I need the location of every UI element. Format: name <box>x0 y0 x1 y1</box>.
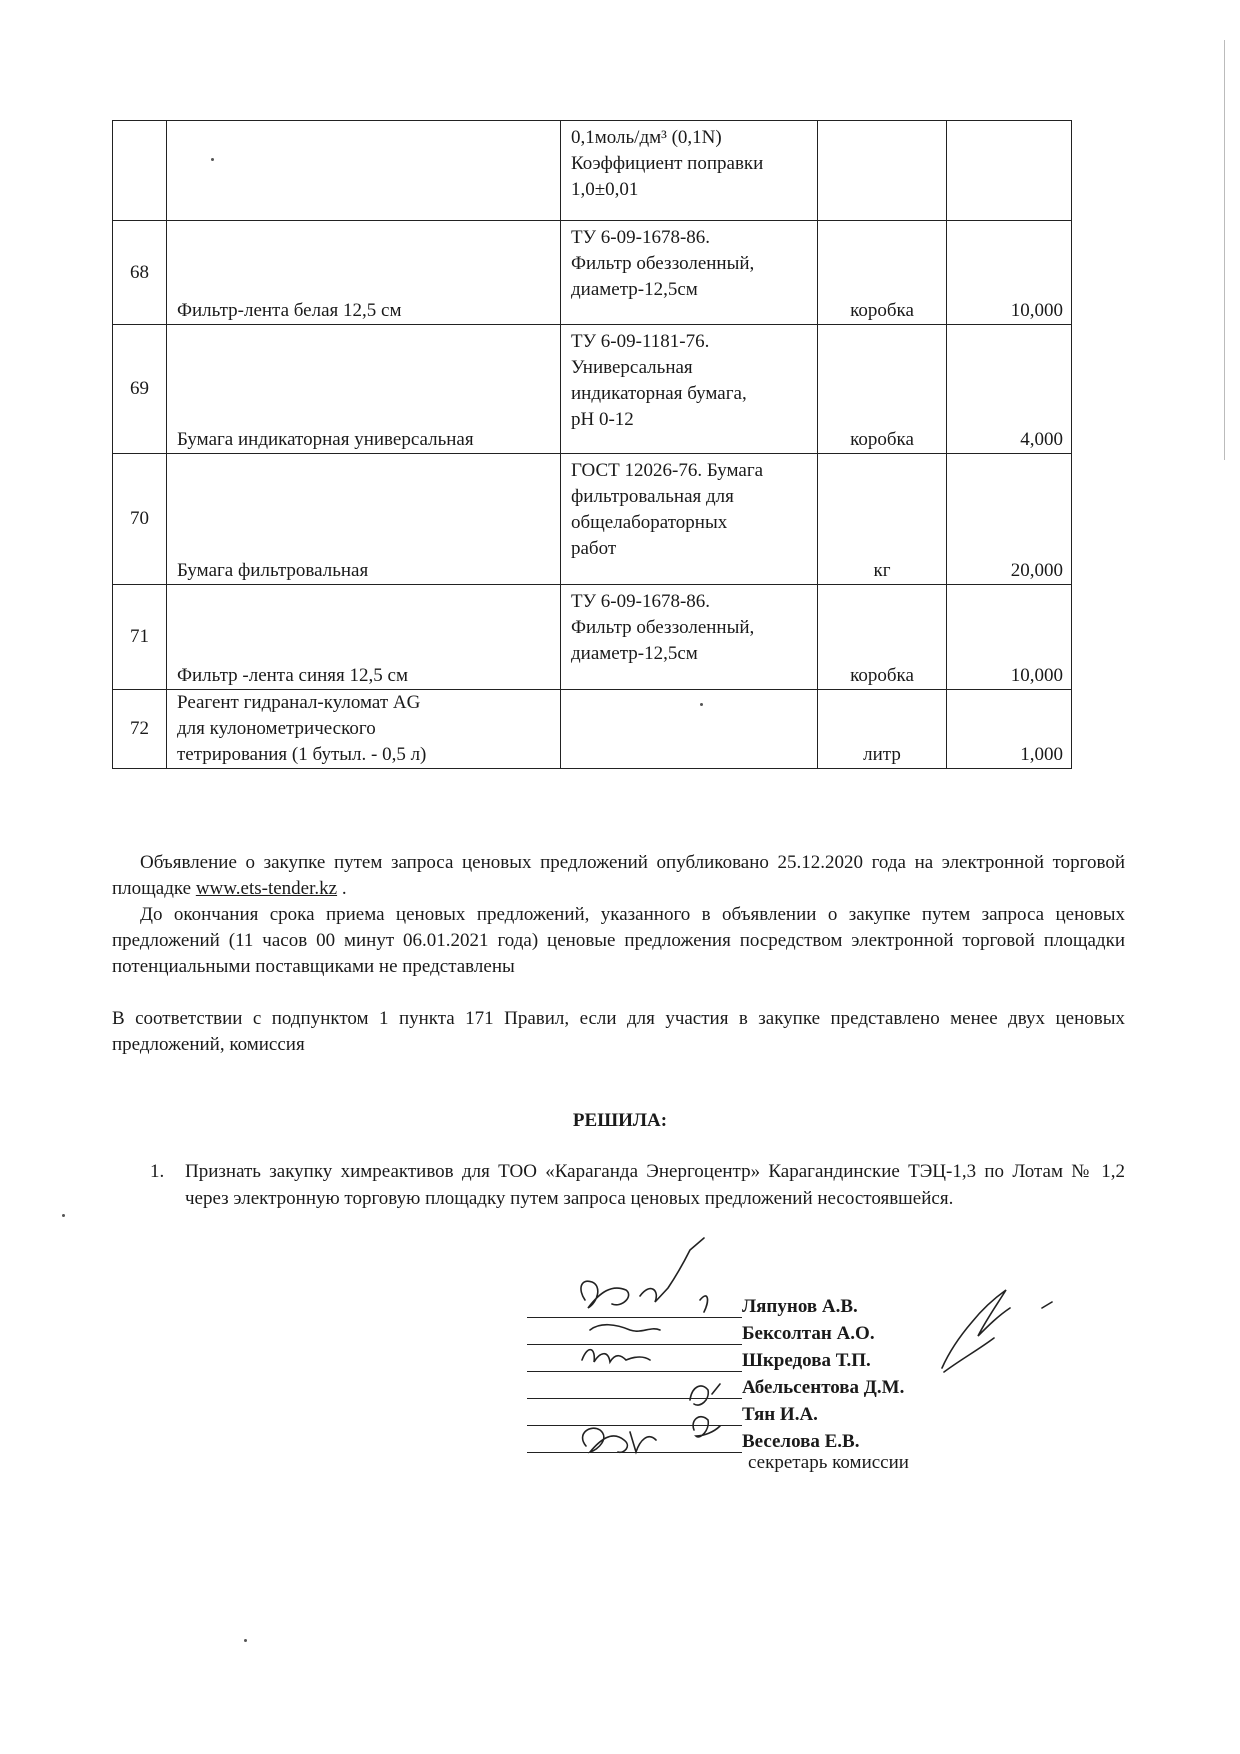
row-number-cell: 71 <box>113 585 167 690</box>
item-quantity: 10,000 <box>1010 300 1063 321</box>
signatory-name-6: Веселова Е.В. <box>742 1431 860 1452</box>
item-spec-line: 1,0±0,01 <box>571 179 639 200</box>
item-unit: литр <box>863 744 901 765</box>
item-name: Фильтр-лента белая 12,5 см <box>177 300 402 321</box>
item-spec-line: ТУ 6-09-1678-86. <box>571 591 711 612</box>
row-number-cell: 72 <box>113 690 167 769</box>
item-spec-line: Коэффициент поправки <box>571 153 764 174</box>
item-quantity: 20,000 <box>1010 560 1063 581</box>
signatory-name-1: Ляпунов А.В. <box>742 1296 858 1317</box>
item-unit: коробка <box>850 429 914 450</box>
item-spec-line: индикаторная бумага, <box>571 383 747 404</box>
item-spec-line: ТУ 6-09-1181-76. <box>571 331 710 352</box>
decision-item-number: 1. <box>150 1161 165 1182</box>
item-name: Бумага фильтровальная <box>177 560 369 581</box>
signature-scribble-3 <box>582 1350 650 1362</box>
row-number-cell: 70 <box>113 454 167 585</box>
secretary-role: секретарь комиссии <box>748 1452 909 1473</box>
announcement-text: Объявление о закупке путем запроса ценовых предложений опубликовано 25.12.2020 года на электронной торговой площадке <box>112 852 1125 899</box>
row-number-cell: 69 <box>113 325 167 454</box>
item-unit: коробка <box>850 665 914 686</box>
item-spec-line: работ <box>571 538 617 559</box>
scan-speck <box>244 1639 247 1642</box>
item-quantity: 4,000 <box>1020 429 1063 450</box>
deadline-paragraph: До окончания срока приема ценовых предложений, указанного в объявлении о закупке путем запроса ценовых предложений (11 часов 00 минут 06.01.2021 года) ценовые предложения посредством электронной торговой площадки потенциальными поставщиками не представлены <box>112 904 1125 977</box>
scan-speck <box>700 703 703 706</box>
item-spec-line: рН 0-12 <box>571 409 634 430</box>
item-spec-line: Фильтр обеззоленный, <box>571 617 755 638</box>
signatory-name-3: Шкредова Т.П. <box>742 1350 871 1371</box>
item-quantity: 10,000 <box>1010 665 1063 686</box>
signature-scribble-2 <box>590 1325 660 1331</box>
rules-paragraph: В соответствии с подпунктом 1 пункта 171 Правил, если для участия в закупке представлено менее двух ценовых предложений, комиссия <box>112 1008 1125 1055</box>
scan-speck <box>62 1214 65 1217</box>
item-spec-line: диаметр-12,5см <box>571 279 698 300</box>
signature-scribble-4 <box>690 1384 720 1437</box>
announcement-end: . <box>337 878 347 899</box>
signatory-name-4: Абельсентова Д.М. <box>742 1377 905 1398</box>
item-spec-line: общелабораторных <box>571 512 728 533</box>
decision-item-text: Признать закупку химреактивов для ТОО «Караганда Энергоцентр» Карагандинские ТЭЦ-1,3 по Лотам № 1,2 через электронную торговую площадку путем запроса ценовых предложений несостоявшейся. <box>185 1161 1125 1209</box>
signatory-name-5: Тян И.А. <box>742 1404 818 1425</box>
item-spec-line: диаметр-12,5см <box>571 643 698 664</box>
item-spec-line: 0,1моль/дм³ (0,1N) <box>571 127 722 148</box>
item-spec-line: фильтровальная для <box>571 486 734 507</box>
item-spec-line: ГОСТ 12026-76. Бумага <box>571 460 764 481</box>
item-name-line: для кулонометрического <box>177 718 376 739</box>
signature-scribble-6 <box>942 1290 1052 1372</box>
row-number-cell: 68 <box>113 221 167 325</box>
item-name-line: тетрирования (1 бутыл. - 0,5 л) <box>177 744 427 765</box>
item-unit: коробка <box>850 300 914 321</box>
signatory-name-2: Бексолтан А.О. <box>742 1323 875 1344</box>
signature-scribble-5 <box>583 1428 656 1452</box>
signature-scribble-1 <box>581 1238 708 1312</box>
item-name: Фильтр -лента синяя 12,5 см <box>177 665 408 686</box>
item-name-line: Реагент гидранал-куломат AG <box>177 692 421 713</box>
item-name: Бумага индикаторная универсальная <box>177 429 474 450</box>
item-spec-line: Универсальная <box>571 357 693 378</box>
scan-speck <box>211 158 214 161</box>
item-unit: кг <box>873 560 891 581</box>
tender-site-link[interactable]: www.ets-tender.kz <box>195 878 338 899</box>
decision-heading: РЕШИЛА: <box>572 1110 668 1131</box>
item-spec-line: Фильтр обеззоленный, <box>571 253 755 274</box>
item-quantity: 1,000 <box>1020 744 1063 765</box>
item-spec-line: ТУ 6-09-1678-86. <box>571 227 711 248</box>
